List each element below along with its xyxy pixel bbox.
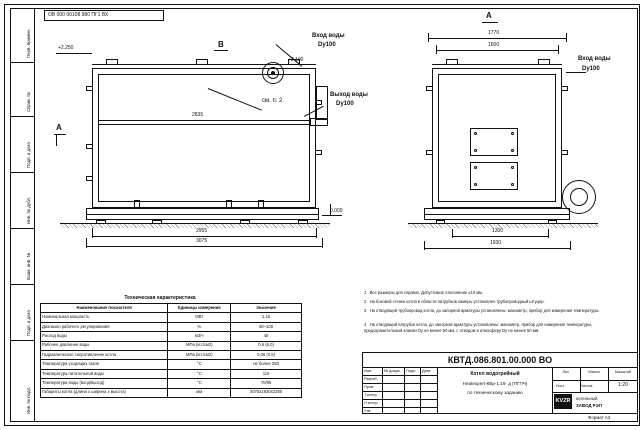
spec-cell: Температура воды (вход/выход) xyxy=(41,379,168,388)
burner-core xyxy=(271,71,275,75)
table-row xyxy=(41,388,302,397)
callout-water-outlet-left-title: Выход воды xyxy=(330,92,368,98)
spec-cell: 1,16 xyxy=(231,313,302,322)
tb-role-2: Т.контр. xyxy=(364,393,378,397)
spec-cell: 115 xyxy=(231,369,302,378)
margin-label-6: Инв. № подл. xyxy=(26,386,31,414)
note-1: 1 Все размеры для справок. Допустимое отклонение ±10 мм. xyxy=(364,290,483,295)
elevation-zero: 0.000 xyxy=(330,208,343,214)
door-bolt xyxy=(511,166,514,169)
dim-text-2835: 2835 xyxy=(192,112,204,118)
dim-line-3075 xyxy=(86,246,322,247)
callout-water-inlet-right-sub: Dy100 xyxy=(582,66,600,72)
right-side-nozzle xyxy=(426,150,433,155)
dim-text-1930: 1930 xyxy=(490,240,502,246)
callout-see-note-2: см. п. 2 xyxy=(262,98,283,104)
spec-header-1: Единицы измерения xyxy=(168,304,231,313)
table-row xyxy=(41,360,302,369)
dim-line-2835 xyxy=(98,120,310,121)
spec-cell: °С xyxy=(168,360,231,369)
note-2: 2 На боковой стенке котла в области патрубков камеры установлен трубопроводный штуцер. xyxy=(364,299,545,304)
spec-cell: 0,6 (6,0) xyxy=(231,341,302,350)
product-sub1: Heatexpert-КВр-1,16- д (ПГПЧ) xyxy=(462,381,528,386)
margin-label-1: Справ. № xyxy=(26,92,31,112)
left-view-foot xyxy=(96,220,106,224)
dim-line-1770 xyxy=(428,38,566,39)
spec-header-0: Наименование показателя xyxy=(41,304,168,313)
side-nozzle xyxy=(86,176,93,181)
spec-cell: МПа (кгс/см2) xyxy=(168,341,231,350)
margin-label-3: Инв. № дубл. xyxy=(26,196,31,224)
designation: КВТД.086.801.00.000 ВО xyxy=(447,355,553,365)
spec-cell: % xyxy=(168,322,231,331)
spec-cell: °С xyxy=(168,379,231,388)
company-line1: котельный xyxy=(576,396,598,401)
side-nozzle xyxy=(86,86,93,91)
right-side-nozzle xyxy=(561,86,568,91)
bottom-valve xyxy=(258,200,264,209)
left-view-foot xyxy=(298,220,308,224)
tb-col-header-3: Подп. xyxy=(406,369,417,373)
elevation-top-left: +2.250 xyxy=(58,45,74,51)
door-bolt xyxy=(474,149,477,152)
product-sub2: по техническому заданию xyxy=(467,390,523,395)
dim-line-1300 xyxy=(452,236,548,237)
spec-table-title: Техническая характеристика xyxy=(124,295,196,301)
boiler-body-inner xyxy=(98,74,310,202)
format-label: Формат A3 xyxy=(588,415,611,420)
callout-water-inlet-left-title: Вход воды xyxy=(312,33,345,39)
lifting-lug xyxy=(538,59,550,65)
lifting-lug xyxy=(446,59,458,65)
callout-water-inlet-right-title: Вход воды xyxy=(578,56,611,62)
door-bolt xyxy=(511,183,514,186)
company-logo-text: KVZR xyxy=(555,398,571,404)
spec-cell: 50–100 xyxy=(231,322,302,331)
tb-col-header-0: Изм. xyxy=(364,369,373,373)
lifting-lug xyxy=(196,59,208,65)
tb-role-3: Н.контр. xyxy=(364,401,379,405)
bottom-valve xyxy=(226,200,232,209)
table-row xyxy=(41,369,302,378)
side-nozzle xyxy=(86,144,93,149)
spec-cell: Диапазон рабочего регулирования xyxy=(41,322,168,331)
view-letter-a-left: A xyxy=(56,123,62,132)
dim-text-1300: 1300 xyxy=(492,228,504,234)
table-row xyxy=(41,322,302,331)
margin-label-5: Подп. и дата xyxy=(26,310,31,336)
view-letter-a-right: A xyxy=(486,11,492,20)
top-left-stamp-text: ОВ 000 00108 980 ПГ1 ВХ xyxy=(48,12,109,18)
product-name: Котел водогрейный xyxy=(470,371,520,377)
dim-text-3075: 3075 xyxy=(196,238,208,244)
spec-cell: Номинальная мощность xyxy=(41,313,168,322)
stamp-header-mass: Масса xyxy=(588,370,600,374)
spec-cell: Температура уходящих газов xyxy=(41,360,168,369)
tb-col-header-4: Дата xyxy=(422,369,431,373)
spec-cell: Габариты котла (длина х ширина х высота) xyxy=(41,388,168,397)
spec-cell: МВт xyxy=(168,313,231,322)
view-letter-b: B xyxy=(218,40,224,49)
note-3: 3 На отводящий трубопровод котла, до запорной арматуры установлены: манометр, прибор для измерения температуры. xyxy=(364,308,600,313)
stamp-header-lit: Лит. xyxy=(562,370,570,374)
door-bolt xyxy=(474,183,477,186)
right-side-nozzle xyxy=(561,150,568,155)
note-4: 4 На отводящий патрубок котла, до запорной арматуры установлены: манометр, прибор для измерения температуры, предохранительный клапан Dy не менее 50 мм, с отводом в атмосферу Dy не менее 50 мм. xyxy=(364,322,594,333)
spec-cell: м3/ч xyxy=(168,332,231,341)
spec-cell: мм xyxy=(168,388,231,397)
spec-table xyxy=(40,303,302,398)
sheets-label: Листов xyxy=(580,384,593,388)
dim-line-1930 xyxy=(424,248,570,249)
spec-cell: 0,06 (0,6) xyxy=(231,350,302,359)
spec-table-header-row xyxy=(41,304,302,313)
door-bolt xyxy=(474,166,477,169)
scale-value: 1:20 xyxy=(618,382,628,388)
tb-role-1: Пров. xyxy=(364,385,375,389)
dim-text-1600: 1600 xyxy=(488,42,500,48)
right-view-foot xyxy=(436,220,445,224)
left-view-foot xyxy=(240,220,250,224)
table-row xyxy=(41,313,302,322)
stamp-header-scale: Масштаб xyxy=(614,370,632,374)
right-view-foot xyxy=(548,220,557,224)
spec-cell: 40 xyxy=(231,332,302,341)
dim-line-2955 xyxy=(92,236,316,237)
spec-cell: °С xyxy=(168,369,231,378)
bottom-valve xyxy=(134,200,140,209)
left-margin-divider xyxy=(34,8,35,422)
door-bolt xyxy=(511,132,514,135)
right-view-ground-hatch xyxy=(408,224,598,228)
left-view-ground-hatch xyxy=(60,224,330,228)
flue-duct-elbow xyxy=(310,118,328,126)
margin-label-0: Перв. примен. xyxy=(26,28,31,58)
spec-cell: Гидравлическое сопротивление котла xyxy=(41,350,168,359)
flue-duct xyxy=(316,86,328,120)
sheet-label: Лист xyxy=(556,384,565,388)
spec-header-2: Значение xyxy=(231,304,302,313)
spec-cell: Рабочее давление воды xyxy=(41,341,168,350)
right-side-nozzle xyxy=(426,86,433,91)
margin-label-4: Взам. инв. № xyxy=(26,252,31,280)
table-row xyxy=(41,379,302,388)
spec-cell: 3075х1930х2250 xyxy=(231,388,302,397)
spec-cell: МПа (кгс/см2) xyxy=(168,350,231,359)
tb-col-header-2: № докум. xyxy=(384,369,401,373)
table-row xyxy=(41,350,302,359)
callout-water-outlet-left-sub: Dy100 xyxy=(336,101,354,107)
side-nozzle xyxy=(315,150,322,155)
spec-cell: Температура питательной воды xyxy=(41,369,168,378)
table-row xyxy=(41,341,302,350)
tb-role-0: Разраб. xyxy=(364,377,378,381)
flue-fan-inner xyxy=(570,188,588,206)
company-line2: ЗАВОД РЭП xyxy=(576,403,602,408)
spec-cell: Расход воды xyxy=(41,332,168,341)
lifting-lug xyxy=(106,59,118,65)
callout-water-inlet-left-sub: Dy100 xyxy=(318,42,336,48)
spec-cell: не более 250 xyxy=(231,360,302,369)
dim-text-2955: 2955 xyxy=(196,228,208,234)
left-view-foot xyxy=(152,220,162,224)
dim-text-1770: 1770 xyxy=(488,30,500,36)
door-bolt xyxy=(511,149,514,152)
tb-role-4: Утв. xyxy=(364,409,372,413)
elevation-top-mid: +2.100 xyxy=(288,57,304,63)
margin-label-2: Подп. и дата xyxy=(26,142,31,168)
table-row xyxy=(41,332,302,341)
spec-cell: 70/95 xyxy=(231,379,302,388)
door-bolt xyxy=(474,132,477,135)
dim-line-1600 xyxy=(436,50,558,51)
